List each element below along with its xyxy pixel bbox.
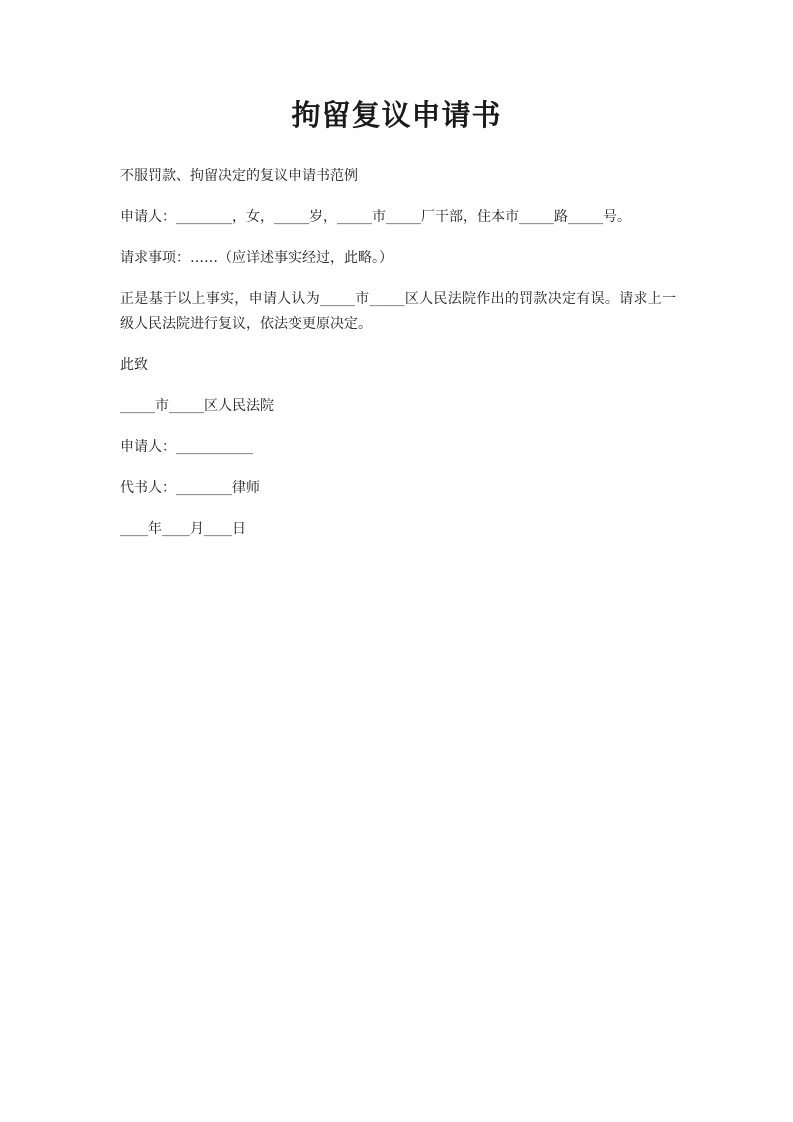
document-body	[120, 164, 676, 558]
request-items-paragraph: 请求事项：……（应详述事实经过，此略。）	[120, 250, 393, 266]
date-line: ____年____月____日	[120, 521, 246, 537]
applicant-info-paragraph: 申请人：________，女，_____岁，_____市_____厂干部，住本市_____路_____号。	[120, 209, 631, 225]
document-subtitle: 不服罚款、拘留决定的复议申请书范例	[120, 168, 358, 184]
drafter-signature: 代书人：________律师	[120, 480, 260, 496]
reason-paragraph: 正是基于以上事实，申请人认为_____市_____区人民法院作出的罚款决定有误。请求上一级人民法院进行复议，依法变更原决定。	[120, 291, 676, 332]
applicant-signature: 申请人：___________	[120, 439, 253, 455]
recipient-court: _____市_____区人民法院	[120, 398, 274, 414]
document-title: 拘留复议申请书	[291, 98, 502, 132]
salutation: 此致	[120, 357, 148, 373]
